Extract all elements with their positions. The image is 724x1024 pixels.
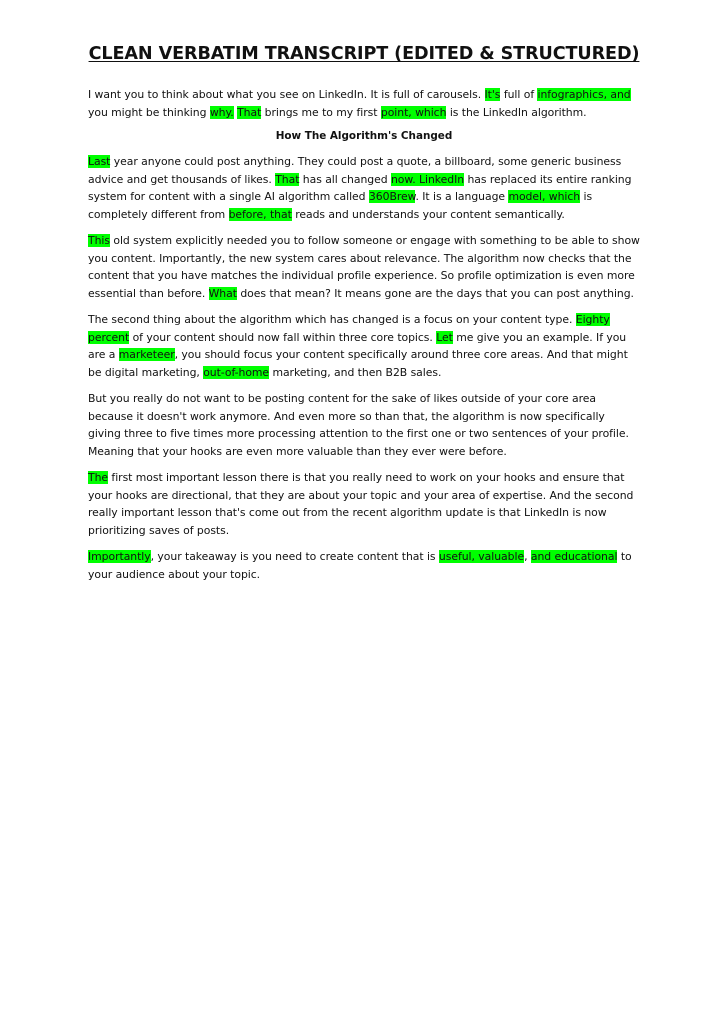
paragraph-text: old system explicitly needed you to follow someone or engage with something to be able to show you content. Importantly, the new system cares about relevance. The algorithm now checks that the content that you have matches the individual profile experience. So profile optimization is even more essential than before. (88, 234, 640, 300)
highlighted-text: Eighty percent (88, 313, 610, 344)
highlighted-text: Let (436, 330, 453, 344)
highlighted-text: It's (484, 88, 501, 101)
paragraph-text: does that mean? It means gone are the days that you can post anything. (236, 286, 634, 300)
highlighted-text: infographics, and (537, 88, 631, 101)
highlighted-text: 360Brew (368, 190, 416, 203)
paragraph-text: year anyone could post anything. They could post a quote, a billboard, some generic business advice and get thousands of likes. (88, 155, 622, 186)
paragraph-text: . It is a language (415, 190, 509, 203)
paragraph-text: , you should focus your content specifically around three core areas. And that might be digital marketing, (88, 348, 628, 379)
highlighted-text: Importantly (88, 550, 151, 563)
paragraph-text: , your takeaway is you need to create content that is (150, 550, 439, 563)
highlighted-text: marketeer (118, 348, 175, 361)
paragraph-text: I want you to think about what you see on LinkedIn. It is full of carousels. (88, 88, 485, 101)
paragraph-text: me give you an example. If you are a (88, 330, 627, 361)
document-title: CLEAN VERBATIM TRANSCRIPT (EDITED & STRUCTURED) (88, 44, 640, 64)
transcript-paragraph (88, 311, 640, 381)
highlighted-text: now. LinkedIn (390, 172, 465, 186)
paragraph-text: full of (500, 88, 538, 101)
highlighted-text: That (275, 172, 300, 186)
transcript-paragraph (88, 232, 640, 302)
section-heading: How The Algorithm's Changed (275, 130, 453, 142)
paragraph-text: has all changed (299, 172, 391, 186)
highlighted-text: What (208, 286, 237, 300)
highlighted-text: why. (209, 105, 234, 119)
highlighted-text: That (237, 105, 262, 119)
highlighted-text: point, which (380, 105, 447, 119)
paragraph-text: marketing, and then B2B sales. (269, 365, 442, 379)
paragraph-text: has replaced its entire ranking system for content with a single AI algorithm called (88, 172, 632, 203)
paragraph-text: first most important lesson there is that you really need to work on your hooks and ensure that your hooks are directional, that they are about your topic and your area of expertise. And the second really important lesson that's come out from the recent algorithm update is that LinkedIn is now prioritizing saves of posts. (88, 471, 634, 537)
paragraph-text: to your audience about your topic. (88, 550, 632, 581)
paragraph-text: reads and understands your content semantically. (291, 207, 565, 221)
highlighted-text: useful, valuable (438, 550, 525, 563)
paragraph-text: is the LinkedIn algorithm. (446, 105, 587, 119)
highlighted-text: and educational (530, 550, 618, 563)
transcript-paragraph (88, 86, 640, 121)
transcript-paragraph (88, 153, 640, 223)
document-page (88, 44, 640, 592)
paragraph-text: , (524, 550, 531, 563)
highlighted-text: The (88, 471, 109, 484)
transcript-paragraph (88, 469, 640, 539)
paragraph-text: But you really do not want to be posting content for the sake of likes outside of your core area because it doesn't work anymore. And even more so than that, the algorithm is now specifically giving three to five times more processing attention to the first one or two sentences of your profile. Meaning that your hooks are even more valuable than they ever were before. (88, 392, 629, 458)
paragraph-text: you might be thinking (88, 105, 210, 119)
transcript-paragraph (88, 390, 640, 460)
paragraph-text: is completely different from (88, 190, 593, 221)
highlighted-text: out-of-home (203, 365, 270, 379)
paragraph-text: brings me to my first (261, 105, 381, 119)
transcript-paragraph (88, 548, 640, 583)
highlighted-text: This (88, 234, 110, 247)
highlighted-text: before, that (228, 207, 292, 221)
highlighted-text: model, which (508, 190, 581, 203)
highlighted-text: Last (88, 155, 111, 168)
paragraph-text: of your content should now fall within three core topics. (129, 330, 437, 344)
paragraph-text: The second thing about the algorithm which has changed is a focus on your content type. (88, 313, 576, 326)
document-body (88, 86, 640, 583)
